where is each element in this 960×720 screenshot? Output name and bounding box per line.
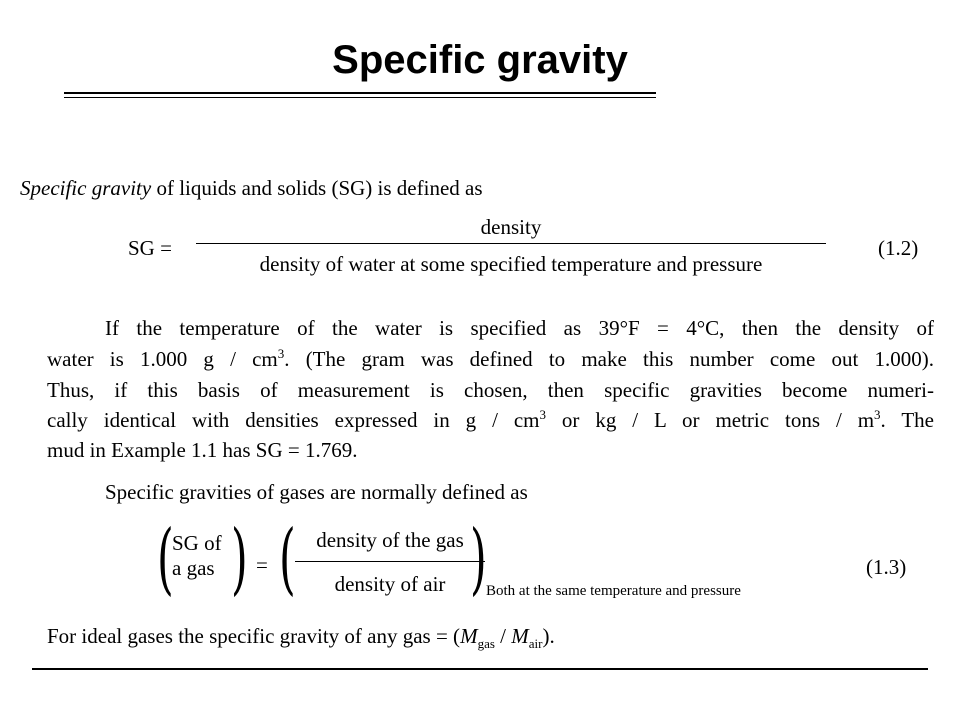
eq13-lhs-top: SG of [172,531,222,555]
intro-term: Specific gravity [20,176,152,200]
eq12-numerator: density [480,215,542,239]
eq13-number: (1.3) [866,555,907,579]
eq12-fraction [196,215,826,277]
para-line-4c: . The [880,408,934,432]
slash: / [494,624,512,648]
ideal-gas-close: ). [542,624,555,648]
bottom-rule [32,668,928,670]
ideal-gas-text: For ideal gases the specific gravity of any gas = ( [47,624,461,648]
eq12-denominator: density of water at some specified temperature and pressure [259,252,763,276]
eq12-number: (1.2) [878,236,919,260]
eq13-fraction-bar [295,561,485,562]
eq13-numerator: density of the gas [316,528,464,552]
title-underline [64,92,656,94]
eq13-condition: Both at the same temperature and pressure [486,583,741,599]
para-line-1: If the temperature of the water is specified as 39°F = 4°C, then the density of [105,316,934,340]
right-paren-lhs: ) [231,514,248,604]
m-symbol: M [460,624,478,648]
eq13-fraction [295,528,485,597]
para-line-3: Thus, if this basis of measurement is chosen, then specific gravities become numeri- [47,378,934,402]
gases-intro: Specific gravities of gases are normally defined as [105,480,528,504]
eq13-lhs-bottom: a gas [172,556,215,581]
ideal-gas-line [47,624,555,651]
para-line-4b: or kg / L or metric tons / m [546,408,875,432]
superscript-3: 3 [539,407,546,422]
subscript-gas: gas [477,636,495,651]
eq13-lhs [172,531,222,581]
para-line-2 [47,346,934,371]
eq12-lhs: SG = [128,236,172,260]
para-line-2a: water is 1.000 g / cm [47,347,278,371]
para-line-4a: cally identical with densities expressed in g / cm [47,408,540,432]
subscript-air: air [528,636,543,651]
right-paren-rhs: ) [470,514,487,604]
page-title: Specific gravity [332,38,628,82]
left-paren-rhs: ( [279,514,296,604]
eq12-fraction-bar [196,243,826,244]
para-line-5: mud in Example 1.1 has SG = 1.769. [47,438,358,462]
m-symbol: M [511,624,529,648]
para-line-2b: . (The gram was defined to make this number come out 1.000). [284,347,934,371]
para-line-4 [47,407,934,432]
left-paren-lhs: ( [157,514,174,604]
superscript-3: 3 [277,346,285,361]
eq13-equals: = [256,553,268,577]
title-underline-thin [64,97,656,98]
intro-line [20,178,483,199]
superscript-3: 3 [874,407,881,422]
intro-rest: of liquids and solids (SG) is defined as [151,176,483,200]
eq13-denominator: density of air [334,572,446,596]
